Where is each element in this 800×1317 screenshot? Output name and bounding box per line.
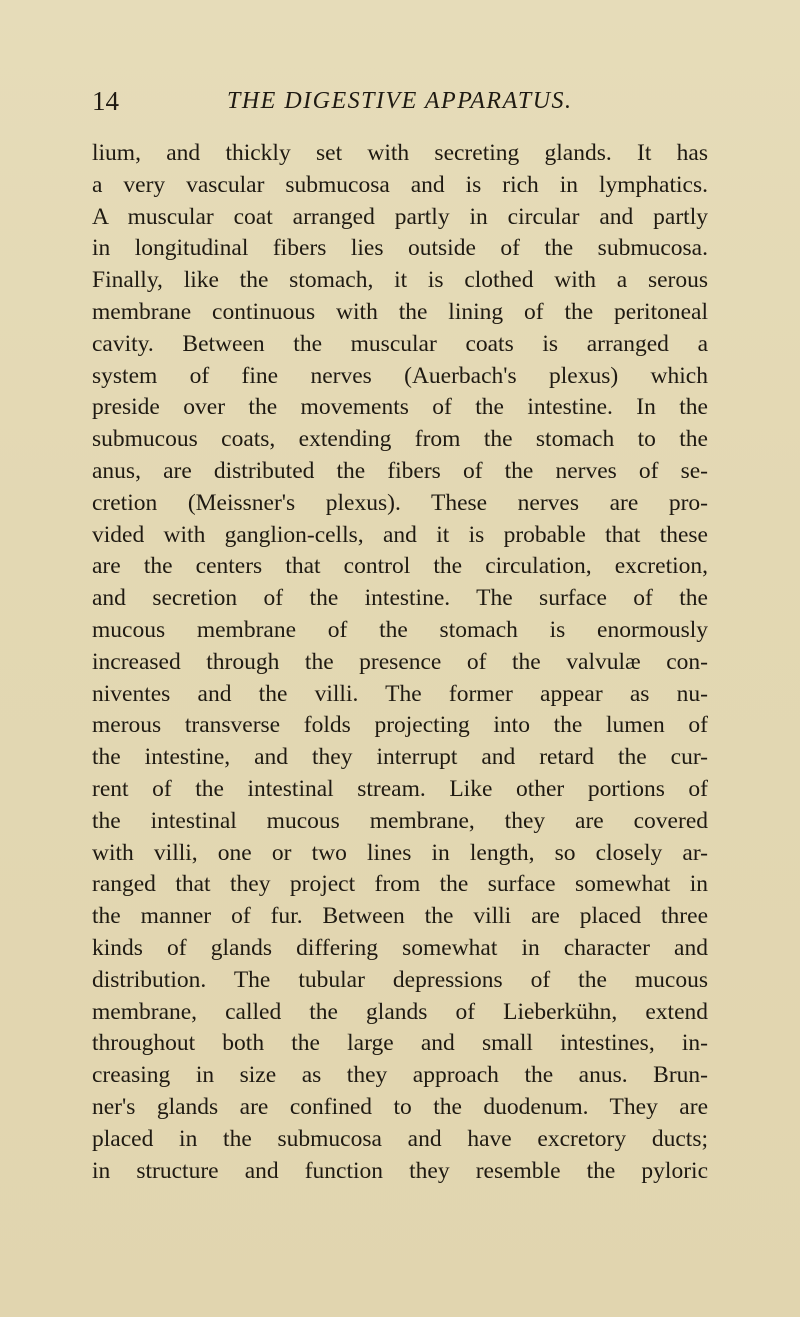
page-number: 14 <box>92 86 119 116</box>
text-line: merous transverse folds projecting into the lumen of <box>92 712 708 739</box>
text-line: the manner of fur. Between the villi are placed three <box>92 903 708 930</box>
text-line: distribution. The tubular depressions of the mucous <box>92 966 708 993</box>
text-line: kinds of glands differing somewhat in character and <box>92 934 708 961</box>
text-line: creasing in size as they approach the anus. Brun- <box>92 1062 708 1089</box>
text-line: rent of the intestinal stream. Like other portions of <box>92 775 708 802</box>
text-line: are the centers that control the circulation, excretion, <box>92 553 708 580</box>
text-line: with villi, one or two lines in length, so closely ar- <box>92 839 708 866</box>
text-line: anus, are distributed the fibers of the nerves of se- <box>92 457 708 484</box>
text-line: lium, and thickly set with secreting glands. It has <box>92 140 708 166</box>
text-line: ranged that they project from the surface somewhat in <box>92 871 708 898</box>
text-line: the intestine, and they interrupt and retard the cur- <box>92 744 708 771</box>
text-line: niventes and the villi. The former appear as nu- <box>92 680 708 707</box>
running-title: THE DIGESTIVE APPARATUS. <box>227 88 573 114</box>
text-line: in longitudinal fibers lies outside of the submucosa. <box>92 235 708 262</box>
text-line: cretion (Meissner's plexus). These nerves are pro- <box>92 489 708 516</box>
body-text <box>92 138 708 1187</box>
text-line: vided with ganglion-cells, and it is probable that these <box>92 521 708 548</box>
text-line: membrane, called the glands of Lieberkühn, extend <box>92 998 708 1025</box>
text-line: mucous membrane of the stomach is enormously <box>92 616 708 643</box>
text-line: a very vascular submucosa and is rich in lymphatics. <box>92 171 708 198</box>
text-line: and secretion of the intestine. The surface of the <box>92 585 708 612</box>
text-line: the intestinal mucous membrane, they are covered <box>92 807 708 834</box>
text-line: cavity. Between the muscular coats is arranged a <box>92 330 708 357</box>
text-line: submucous coats, extending from the stomach to the <box>92 426 708 453</box>
text-line: membrane continuous with the lining of the peritoneal <box>92 298 708 325</box>
text-line: throughout both the large and small intestines, in- <box>92 1030 708 1057</box>
text-line: A muscular coat arranged partly in circular and partly <box>92 203 708 230</box>
text-line: Finally, like the stomach, it is clothed with a serous <box>92 267 708 294</box>
text-line: placed in the submucosa and have excretory ducts; <box>92 1125 708 1152</box>
page-header <box>92 84 712 118</box>
text-line: increased through the presence of the valvulæ con- <box>92 648 708 675</box>
text-line: system of fine nerves (Auerbach's plexus) which <box>92 362 708 389</box>
text-line: ner's glands are confined to the duodenum. They are <box>92 1093 708 1120</box>
text-line: preside over the movements of the intestine. In the <box>92 394 708 421</box>
text-line: in structure and function they resemble the pyloric <box>92 1157 708 1184</box>
